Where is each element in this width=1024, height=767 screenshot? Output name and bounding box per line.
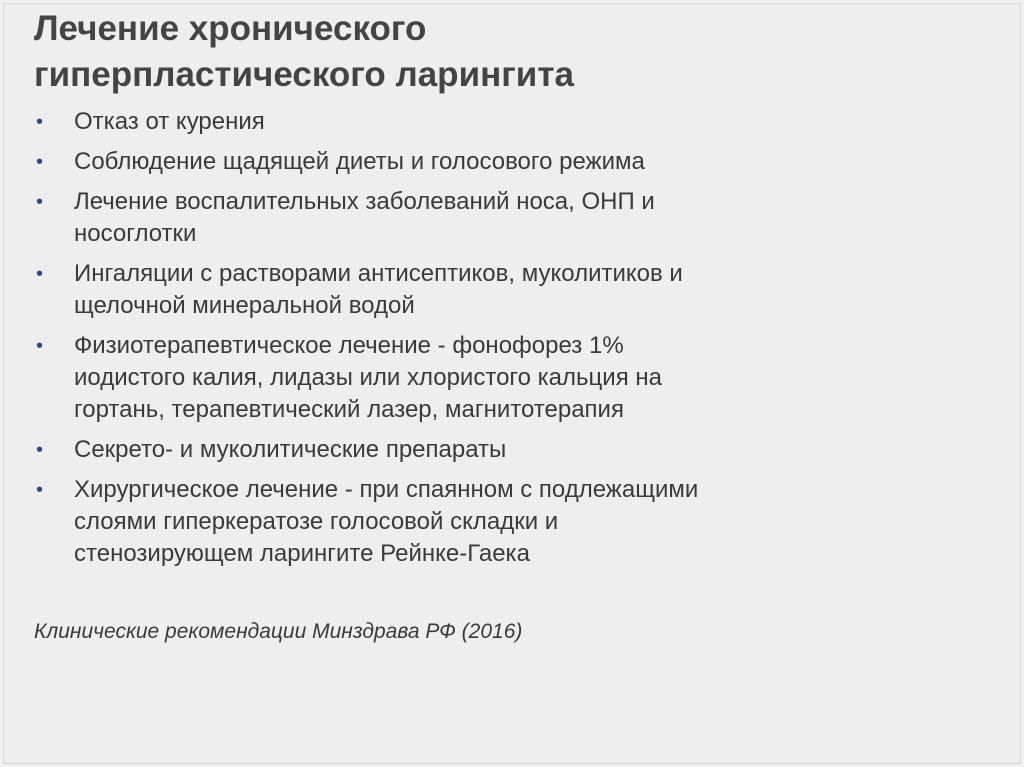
bullet-text [74, 434, 994, 466]
bullet-icon: • [36, 439, 44, 461]
bullet-line: иодистого калия, лидазы или хлористого кальция на [74, 364, 662, 391]
bullet-item [34, 474, 994, 570]
citation-source: Клинические рекомендации Минздрава РФ (2016) [34, 620, 523, 643]
bullet-item [34, 434, 994, 466]
bullet-item [34, 258, 994, 322]
bullet-text [74, 258, 994, 322]
bullet-line: Хирургическое лечение - при спаянном с подлежащими [74, 476, 699, 503]
bullet-line: щелочной минеральной водой [74, 292, 415, 319]
bullet-text [74, 186, 994, 250]
bullet-line: слоями гиперкератозе голосовой складки и [74, 508, 559, 535]
bullet-icon: • [36, 335, 44, 357]
slide [3, 3, 1021, 764]
slide-title-line: Лечение хронического [34, 9, 427, 48]
bullet-icon: • [36, 479, 44, 501]
bullet-item [34, 186, 994, 250]
bullet-text [74, 106, 994, 138]
bullet-item [34, 146, 994, 178]
bullet-item [34, 106, 994, 138]
bullet-line: Лечение воспалительных заболеваний носа, ОНП и [74, 188, 655, 215]
bullet-icon: • [36, 111, 44, 133]
bullet-icon: • [36, 151, 44, 173]
bullet-line: Соблюдение щадящей диеты и голосового режима [74, 148, 645, 175]
bullet-line: гортань, терапевтический лазер, магнитотерапия [74, 396, 624, 423]
bullet-text [74, 474, 994, 570]
bullet-icon: • [36, 263, 44, 285]
bullet-icon: • [36, 191, 44, 213]
slide-title [34, 6, 994, 98]
bullet-text [74, 146, 994, 178]
bullet-item [34, 330, 994, 426]
bullet-text [74, 330, 994, 426]
bullet-line: Физиотерапевтическое лечение - фонофорез 1% [74, 332, 624, 359]
bullet-line: Секрето- и муколитические препараты [74, 436, 507, 463]
slide-title-line: гиперпластического ларингита [34, 55, 574, 94]
bullet-line: носоглотки [74, 220, 197, 247]
bullet-list [34, 106, 994, 578]
bullet-line: стенозирующем ларингите Рейнке-Гаека [74, 540, 530, 567]
bullet-line: Отказ от курения [74, 108, 265, 135]
bullet-line: Ингаляции с растворами антисептиков, муколитиков и [74, 260, 683, 287]
